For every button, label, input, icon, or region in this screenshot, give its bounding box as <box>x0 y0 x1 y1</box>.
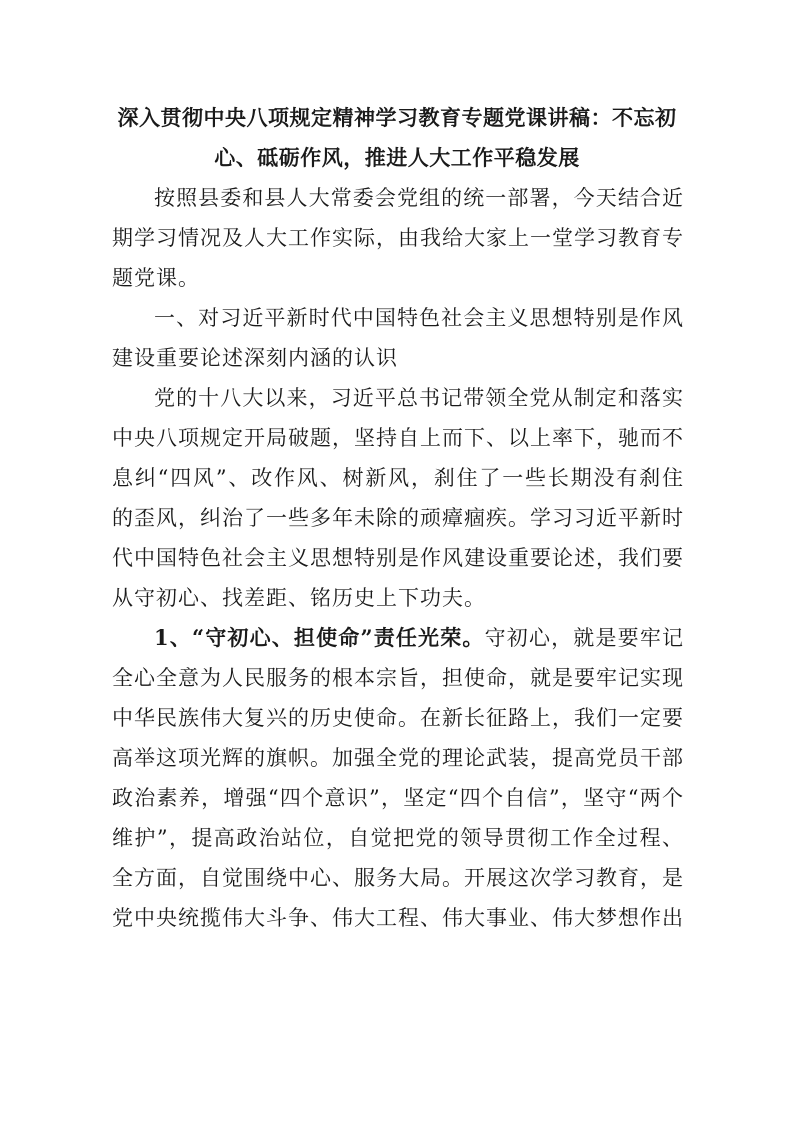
intro-paragraph: 按照县委和县人大常委会党组的统一部署，今天结合近期学习情况及人大工作实际，由我给大家上一堂学习教育专题党课。 <box>112 186 684 290</box>
section-heading-one: 一、对习近平新时代中国特色社会主义思想特别是作风建设重要论述深刻内涵的认识 <box>112 306 684 370</box>
section-one-paragraph: 党的十八大以来，习近平总书记带领全党从制定和落实中央八项规定开局破题，坚持自上而下、以上率下，驰而不息纠“四风”、改作风、树新风，刹住了一些长期没有刹住的歪风，纠治了一些多年未除的顽瘴痼疾。学习习近平新时代中国特色社会主义思想特别是作风建设重要论述，我们要从守初心、找差距、铭历史上下功夫。 <box>112 386 684 610</box>
document-body <box>112 178 684 938</box>
point-one-heading: 1、“守初心、担使命”责任光荣。 <box>154 625 485 650</box>
point-one-paragraph <box>112 618 684 938</box>
document-title: 深入贯彻中央八项规定精神学习教育专题党课讲稿：不忘初心、砥砺作风，推进人大工作平稳发展 <box>117 105 677 170</box>
point-one-text: 守初心，就是要牢记全心全意为人民服务的根本宗旨，担使命，就是要牢记实现中华民族伟大复兴的历史使命。在新长征路上，我们一定要高举这项光辉的旗帜。加强全党的理论武装，提高党员干部政治素养，增强“四个意识”，坚定“四个自信”，坚守“两个维护”，提高政治站位，自觉把党的领导贯彻工作全过程、全方面，自觉围绕中心、服务大局。开展这次学习教育，是党中央统揽伟大斗争、伟大工程、伟大事业、伟大梦想作出 <box>112 626 684 930</box>
